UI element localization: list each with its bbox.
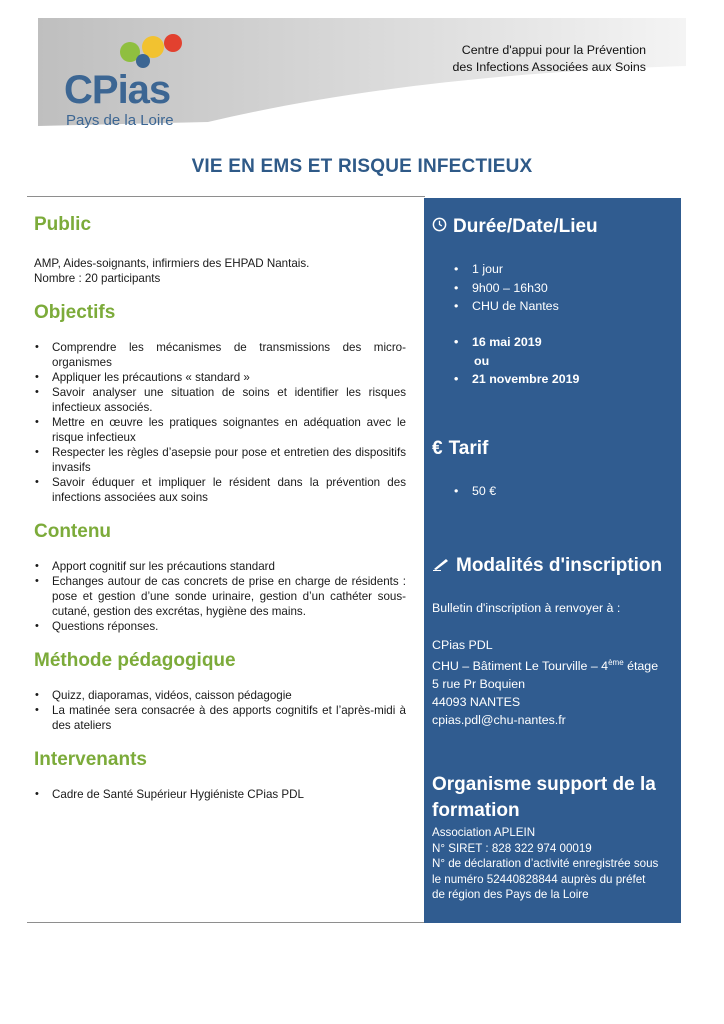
bullet-icon: • (454, 335, 459, 349)
organisme-name: Association APLEIN (432, 826, 536, 839)
tarif-list (454, 482, 496, 501)
address-line-2-end: étage (623, 659, 659, 674)
bullet-icon: • (35, 788, 39, 800)
date-item (454, 333, 579, 352)
bullet-icon: • (35, 575, 39, 587)
bullet-icon: • (35, 341, 39, 353)
list-item (34, 787, 406, 802)
tarif-price: 50 € (472, 484, 497, 498)
bullet-icon: • (35, 446, 39, 458)
duree-list (454, 260, 559, 316)
list-item-text: Respecter les règles d’asepsie pour pose et entretien des dispositifs invasifs (52, 446, 406, 474)
bullet-icon: • (35, 476, 39, 488)
divider-top (27, 196, 425, 197)
address-line-3: 5 rue Pr Boquien (432, 677, 525, 692)
date-item (454, 370, 579, 389)
list-item (34, 385, 406, 415)
bullet-icon: • (454, 262, 459, 276)
organisme-declaration-2: le numéro 52440828844 auprès du préfet (432, 872, 646, 886)
list-item-text: Appliquer les précautions « standard » (52, 371, 250, 384)
tarif-heading: Tarif (448, 438, 489, 459)
bullet-icon: • (35, 689, 39, 701)
date-or-text: ou (474, 353, 490, 368)
logo-word: CPias (64, 68, 171, 112)
list-item (34, 415, 406, 445)
organisme-declaration-3: de région des Pays de la Loire (432, 888, 589, 901)
public-count: Nombre : 20 participants (34, 272, 161, 285)
list-item-text: Echanges autour de cas concrets de prise en charge de résidents : pose et gestion d’une sonde urinaire, gestion d’un cathéter sous-cutané, gestion des excrétas, hygiène des mains. (52, 575, 406, 618)
left-column (34, 214, 406, 802)
list-item-text: Questions réponses. (52, 620, 159, 633)
contenu-list (34, 559, 406, 634)
page-title: VIE EN EMS ET RISQUE INFECTIEUX (191, 156, 533, 177)
bullet-icon: • (35, 371, 39, 383)
address-line-2-sup: ème (608, 658, 624, 667)
bullet-icon: • (454, 484, 459, 498)
list-item (454, 297, 559, 316)
logo-dot-red (164, 34, 182, 52)
public-audience: AMP, Aides-soignants, infirmiers des EHPAD Nantais. (34, 257, 310, 270)
methode-heading: Méthode pédagogique (34, 650, 236, 671)
modalites-heading-row (432, 555, 662, 577)
duree-heading-row (432, 216, 598, 238)
list-item-text: Savoir analyser une situation de soins et identifier les risques infectieux associés. (52, 386, 406, 414)
bullet-icon: • (35, 560, 39, 572)
list-item (34, 574, 406, 619)
address-line-2 (432, 654, 658, 675)
euro-icon: € (432, 438, 443, 459)
list-item-text: Mettre en œuvre les pratiques soignantes en adéquation avec le risque infectieux (52, 416, 406, 444)
organisme-heading-line-1: Organisme support de la (432, 774, 656, 795)
bullet-icon: • (35, 704, 39, 716)
list-item (454, 482, 496, 501)
pen-icon (432, 556, 450, 576)
intervenants-list (34, 787, 406, 802)
list-item-text: La matinée sera consacrée à des apports cognitifs et l’après-midi à des ateliers (52, 704, 406, 732)
methode-list (34, 688, 406, 733)
bullet-icon: • (35, 416, 39, 428)
bullet-icon: • (35, 620, 39, 632)
modalites-heading: Modalités d'inscription (456, 555, 663, 576)
address-line-1: CPias PDL (432, 638, 493, 652)
list-item (454, 260, 559, 279)
header-banner (38, 18, 686, 128)
objectifs-list (34, 340, 406, 505)
address-line-4: 44093 NANTES (432, 695, 521, 710)
org-line-1: Centre d'appui pour la Prévention (461, 43, 646, 57)
address-block (432, 636, 658, 729)
bullet-icon: • (454, 372, 459, 386)
contact-email: cpias.pdl@chu-nantes.fr (432, 713, 566, 728)
org-line-2: des Infections Associées aux Soins (452, 60, 646, 74)
list-item-text: Savoir éduquer et impliquer le résident dans la prévention des infections associées aux soins (52, 476, 406, 504)
public-heading: Public (34, 214, 92, 235)
list-item-text: CHU de Nantes (472, 299, 559, 313)
clock-icon (432, 217, 447, 237)
list-item (34, 559, 406, 574)
list-item (454, 279, 559, 298)
list-item-text: Quizz, diaporamas, vidéos, caisson pédagogie (52, 689, 292, 702)
date-or (454, 352, 579, 371)
organisme-declaration-1: N° de déclaration d’activité enregistrée sous (432, 857, 659, 870)
list-item-text: Comprendre les mécanismes de transmissions des micro-organismes (52, 341, 406, 369)
info-sidebar (424, 198, 681, 923)
list-item (34, 340, 406, 370)
logo-dot-blue (136, 54, 150, 68)
logo-subtitle: Pays de la Loire (66, 112, 174, 129)
organisme-siret: N° SIRET : 828 322 974 00019 (432, 841, 592, 855)
organisme-heading-line-2: formation (432, 800, 520, 821)
date-1: 16 mai 2019 (472, 335, 542, 349)
list-item (34, 619, 406, 634)
objectifs-heading: Objectifs (34, 302, 116, 323)
bullet-icon: • (454, 299, 459, 313)
list-item (34, 475, 406, 505)
list-item-text: 1 jour (472, 262, 503, 276)
bullet-icon: • (35, 386, 39, 398)
list-item (34, 445, 406, 475)
divider-bottom (27, 922, 425, 923)
cpias-logo (50, 26, 250, 129)
tarif-heading-row (432, 438, 488, 460)
list-item (34, 703, 406, 733)
list-item-text: Cadre de Santé Supérieur Hygiéniste CPias PDL (52, 788, 304, 801)
list-item (34, 688, 406, 703)
duree-heading: Durée/Date/Lieu (453, 216, 598, 237)
list-item-text: 9h00 – 16h30 (472, 280, 548, 295)
list-item-text: Apport cognitif sur les précautions standard (52, 560, 275, 573)
organization-name (452, 42, 646, 76)
date-2: 21 novembre 2019 (472, 372, 580, 386)
dates-list (454, 333, 579, 389)
address-line-2-main: CHU – Bâtiment Le Tourville – 4 (432, 659, 609, 674)
list-item (34, 370, 406, 385)
modalites-intro: Bulletin d'inscription à renvoyer à : (432, 601, 621, 615)
intervenants-heading: Intervenants (34, 749, 147, 770)
organisme-details (432, 825, 658, 903)
contenu-heading: Contenu (34, 521, 112, 542)
organisme-heading (432, 772, 656, 824)
bullet-icon: • (454, 280, 459, 295)
